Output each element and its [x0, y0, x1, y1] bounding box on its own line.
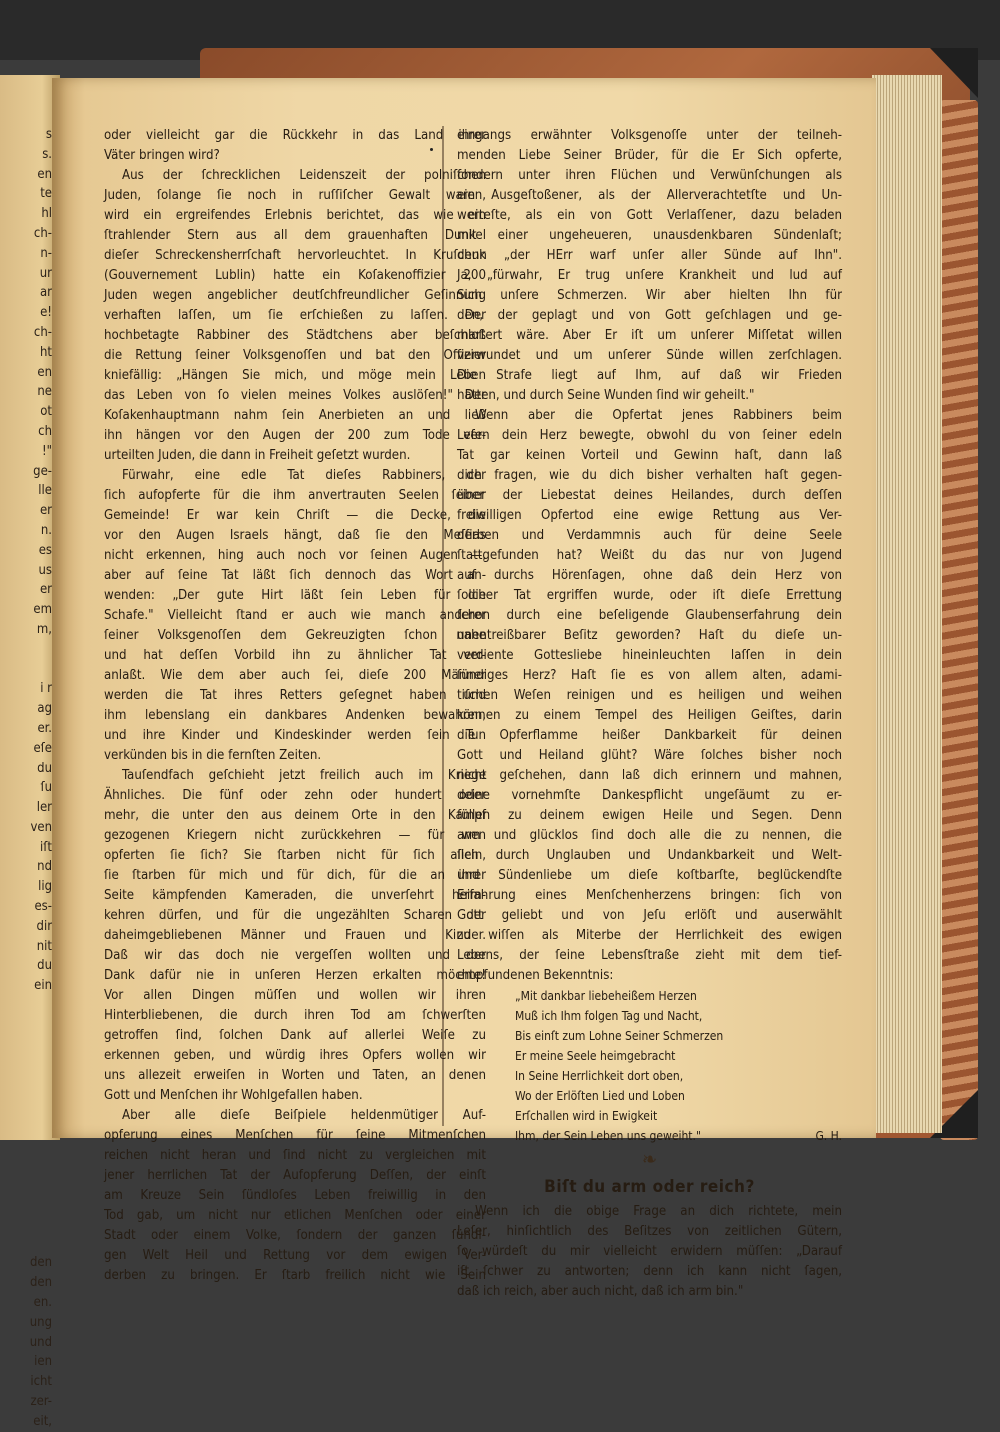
left-page-fragment: us [38, 562, 52, 578]
left-page-text-fragments [2, 125, 52, 1432]
text-line: gezogenen Kriegern nicht zurückkehren — für wen [104, 828, 486, 843]
text-line: Gott geliebt und von Jeſu erlöſt und auserwählt [457, 908, 842, 923]
left-page-fragment: ag [37, 701, 52, 717]
text-line: Hinterbliebenen, die durch ihren Tod am ſchwerſten [104, 1008, 486, 1023]
left-page-fragment: es- [34, 899, 52, 915]
text-line: daheimgebliebenen Männer und Frauen und Kinder. [104, 928, 486, 943]
left-page-fragment: iſt [40, 839, 52, 855]
text-line: mit einer ungeheueren, unausdenkbaren Sündenlaſt; [457, 228, 842, 243]
text-line: getroffen ſind, ſolchen Dank auf allerlei Weiſe zu [104, 1028, 486, 1043]
text-line: derben und Verdammnis auch für deine Seele [457, 528, 842, 543]
text-line: iſt ſchwer zu antworten; denn ich kann nicht ſagen, [457, 1264, 842, 1279]
left-page-fragment: zer- [30, 1394, 52, 1409]
left-page-fragment [2, 1095, 52, 1115]
text-line: Sich unſere Schmerzen. Wir aber hielten Ihn für [457, 288, 842, 303]
text-line: Juden wegen angeblicher deutſchfreundlicher Geſinnung [104, 288, 486, 303]
left-page-fragment: ſu [40, 780, 52, 796]
left-page-fragment: ein [34, 978, 52, 994]
text-line: Tauſendfach geſchieht jetzt freilich auch im Kriege [122, 768, 486, 783]
text-line: derben zu bringen. Er ſtarb freilich nicht wie Sein [104, 1268, 486, 1283]
left-page-fragment [2, 1154, 52, 1174]
text-line: Leſer, hinſichtlich des Beſitzes von zeitlichen Gütern, [457, 1224, 842, 1239]
left-page-fragment: ar [40, 285, 52, 301]
left-page-fragment: lig [38, 879, 52, 895]
text-line: am Kreuze Sein ſündloſes Leben freiwillig in den [104, 1188, 486, 1203]
right-page [52, 78, 876, 1299]
text-line: Ähnliches. Die fünf oder zehn oder hundert oder [104, 788, 486, 803]
text-line: über der Liebestat deines Heilandes, durch deſſen [457, 488, 842, 503]
text-line: ihm lebenslang ein dankbares Andenken bewahren, [104, 708, 486, 723]
left-page-fragment: ch- [33, 225, 52, 241]
text-line: ihn hängen vor den Augen der 200 zum Tode ver- [104, 428, 486, 443]
text-line: Daß wir das doch nie vergeſſen wollten und der [104, 948, 486, 963]
poem-line: Wo der Erlöſten Lied und Loben [515, 1089, 685, 1103]
left-page-fragment: !" [41, 443, 52, 459]
ornament-icon: ❧ [641, 1147, 658, 1171]
left-page-fragment: und [29, 1334, 52, 1350]
left-column [104, 126, 486, 1286]
left-page [0, 75, 60, 1429]
article-body [457, 1202, 842, 1302]
left-page-fragment: ne [37, 384, 52, 400]
text-line: menden Liebe Seiner Brüder, für die Er Sich opferte, [457, 148, 842, 163]
text-line: dich fragen, wie du dich bisher verhalten haſt gegen- [457, 468, 842, 483]
text-line: ſolcher Tat ergriffen wurde, oder iſt dieſe Errettung [457, 588, 842, 603]
left-page-fragment: ler [36, 800, 52, 816]
text-line: und hat deſſen Vorbild ihn zu ähnlicher Tat ver- [104, 648, 486, 663]
book-cover-edge [940, 100, 978, 1140]
text-line: Väter bringen wird? [104, 148, 220, 163]
poem-line: Erſchallen wird in Ewigkeit [515, 1109, 658, 1123]
text-line: den, der geplagt und von Gott geſchlagen und ge- [457, 308, 842, 323]
left-page-fragment: er [39, 503, 52, 519]
text-line: unentreißbarer Beſitz geworden? Haſt du dieſe un- [457, 628, 842, 643]
left-page-fragment: em [33, 602, 52, 618]
left-page-fragment: er. [37, 720, 52, 736]
text-line: denn „der HErr warf unſer aller Sünde auf Ihn". [457, 248, 842, 263]
text-line: nicht erkennen, hing auch noch vor ſeinen Augen —, [104, 548, 486, 563]
text-line: Lebens, der ſeine Lebensſtraße zieht mit dem tief- [457, 948, 842, 963]
text-line: hätten, und durch Seine Wunden ſind wir geheilt." [457, 388, 755, 403]
text-line: verdiente Gottesliebe hineinleuchten laſſen in dein [457, 648, 842, 663]
left-page-fragment: n. [40, 522, 52, 538]
left-page-fragment: dir [36, 918, 52, 934]
text-line: nicht geſchehen, dann laß dich erinnern und mahnen, [457, 768, 842, 783]
left-page-fragment [2, 640, 52, 660]
text-line: Gott und Heiland glüht? Wäre ſolches bisher noch [457, 748, 842, 763]
text-line: Koſakenhauptmann nahm ſein Anerbieten an und ließ [104, 408, 486, 423]
left-page-fragment: ien [34, 1354, 52, 1370]
left-page-fragment: nit [36, 938, 52, 954]
left-page-fragment: lle [38, 483, 52, 499]
text-line: kniefällig: „Hängen Sie mich, und möge mein Leben [104, 368, 486, 383]
text-line: Wenn aber die Opfertat jenes Rabbiners beim [475, 408, 842, 423]
left-page-fragment [2, 660, 52, 680]
text-line: auf durchs Hörenſagen, ohne daß dein Herz von [457, 568, 842, 583]
poem-line: Muß ich Ihm folgen Tag und Nacht, [515, 1009, 703, 1023]
text-line: Ja, „fürwahr, Er trug unſere Krankheit und lud auf [457, 268, 842, 283]
text-line: Tat gar keinen Vorteil und Gewinn haſt, dann laß [457, 448, 842, 463]
text-line: ſich aufopferte für die ihm anvertrauten Seelen ſeiner [104, 488, 486, 503]
text-line: werden die Tat ihres Retters geſegnet haben und [104, 688, 486, 703]
text-line: Aber alle dieſe Beiſpiele heldenmütiger Auf- [122, 1108, 486, 1123]
text-line: uns allezeit erweiſen in Worten und Taten, an denen [104, 1068, 486, 1083]
left-page-fragment: du [37, 760, 52, 776]
text-line: werteſte, als ein von Gott Verlaſſener, dazu beladen [457, 208, 842, 223]
text-line: eingangs erwähnter Volksgenoſſe unter der teilneh- [457, 128, 842, 143]
text-line: ſtrahlender Stern aus all dem grauenhaften Dunkel [104, 228, 486, 243]
text-line: verwundet und um unſerer Sünde willen zerſchlagen. [457, 348, 842, 363]
text-line: kehren dürfen, und für die ungezählten Scharen der [104, 908, 486, 923]
left-page-fragment: ht [40, 344, 52, 360]
left-page-fragment: ung [29, 1314, 52, 1330]
poem [457, 986, 842, 1146]
text-line: mehr, die unter den aus deinem Orte in den Kampf [104, 808, 486, 823]
text-line: anlaßt. Wie dem aber auch ſei, dieſe 200 Männer [104, 668, 486, 683]
left-page-fragment [2, 1016, 52, 1036]
left-page-fragment [2, 1115, 52, 1135]
text-line: ſondern unter ihren Flüchen und Verwünſchungen als [457, 168, 842, 183]
left-page-fragment: ur [39, 265, 52, 281]
poem-line: Er meine Seele heimgebracht [515, 1049, 676, 1063]
left-page-fragment: ch [38, 423, 52, 439]
text-line: opferten ſie ſich? Sie ſtarben nicht für ſich allein, [104, 848, 486, 863]
text-line: jener herrlichen Tat der Aufopferung Deſſen, der einſt [104, 1168, 486, 1183]
text-line: ſchon durch eine beſeligende Glaubenserfahrung dein [457, 608, 842, 623]
text-line: das Leben von ſo vielen meines Volkes auslöſen!" Der [104, 388, 486, 403]
text-line: deine vornehmſte Dankespflicht ungeſäumt zu er- [457, 788, 842, 803]
page-edges [872, 75, 942, 1133]
left-page-fragment [2, 1036, 52, 1056]
left-page-fragment: m, [36, 621, 52, 637]
poem-line: „Mit dankbar liebeheißem Herzen [515, 989, 697, 1003]
text-line: wenden: „Der gute Hirt läßt ſein Leben für die [104, 588, 486, 603]
text-line: reichen nicht heran und ſind nicht zu vergleichen mit [104, 1148, 486, 1163]
text-line: erkennen geben, und würdig ihres Opfers wollen wir [104, 1048, 486, 1063]
left-page-fragment: er [39, 582, 52, 598]
text-line: freiwilligen Opfertod eine ewige Rettung aus Ver- [457, 508, 842, 523]
text-line: oder vielleicht gar die Rückkehr in das Land ihrer [104, 128, 486, 143]
left-page-fragment: te [40, 186, 52, 202]
left-page-fragment: ge- [33, 463, 52, 479]
text-line: martert wäre. Aber Er iſt um unſerer Miſſetat willen [457, 328, 842, 343]
text-line: aber auf ſeine Tat läßt ſich dennoch das Wort an- [104, 568, 486, 583]
left-page-fragment [2, 1135, 52, 1155]
left-page-fragment: en. [33, 1295, 52, 1311]
text-line: Aus der ſchrecklichen Leidenszeit der polniſchen [122, 168, 486, 183]
left-page-fragment: e! [40, 305, 52, 321]
text-line: Dank dafür nie in unſeren Herzen erkalten möchte! [104, 968, 486, 983]
text-line: wird ein ergreifendes Erlebnis berichtet, das wie ein [104, 208, 486, 223]
text-line: dieſer Schreckensherrſchaft hervorleuchtet. In Kruſchuk [104, 248, 486, 263]
left-page-fragment: eit, [33, 1413, 52, 1429]
poem-line: In Seine Herrlichkeit dort oben, [515, 1069, 684, 1083]
left-page-fragment: den [29, 1275, 52, 1291]
left-page-fragment [2, 1055, 52, 1075]
right-column-text [457, 126, 842, 986]
left-page-fragment: ch- [33, 324, 52, 340]
left-page-fragment: den [29, 1255, 52, 1271]
left-page-fragment: icht [30, 1374, 52, 1390]
text-line: Fürwahr, eine edle Tat dieſes Rabbiners, der [122, 468, 486, 483]
left-page-fragment [2, 1194, 52, 1214]
text-line: und ihre Kinder und Kindeskinder werden ſein Tun [104, 728, 486, 743]
text-line: Die Strafe liegt auf Ihm, auf daß wir Frieden [457, 368, 842, 383]
text-line: Gott und Menſchen ihr Wohlgefallen haben. [104, 1088, 363, 1103]
text-line: Schafe." Vielleicht ſtand er auch wie manch anderer [104, 608, 486, 623]
text-line: zu wiſſen als Miterbe der Herrlichkeit des ewigen [457, 928, 842, 943]
text-line: hochbetagte Rabbiner des Städtchens aber beſchloß [104, 328, 486, 343]
left-page-fragment: i r [40, 681, 52, 697]
text-line: (Gouvernement Lublin) hatte ein Koſakenoffizier 200 [104, 268, 486, 283]
text-line: und Sündenliebe um dieſe koſtbarſte, beglückendſte [457, 868, 842, 883]
text-line: können zu einem Tempel des Heiligen Geiſtes, darin [457, 708, 842, 723]
text-line: opferung eines Menſchen für ſeine Mitmenſchen [104, 1128, 486, 1143]
text-line: ſeiner Volksgenoſſen dem Gekreuzigten ſchon nahe [104, 628, 486, 643]
left-page-fragment: nd [37, 859, 52, 875]
text-line: die Rettung ſeiner Volksgenoſſen und bat den Offizier [104, 348, 486, 363]
text-line: Seite kämpfenden Kameraden, die unverſehrt heim- [104, 888, 486, 903]
text-line: Leſen dein Herz bewegte, obwohl du von ſeiner edeln [457, 428, 842, 443]
left-page-fragment: ven [30, 819, 52, 835]
text-line: Juden, ſolange ſie noch in ruſſiſcher Gewalt waren, [104, 188, 486, 203]
text-line: Stadt oder einem Volke, ſondern der ganzen ſündi- [104, 1228, 486, 1243]
text-line: ein Ausgeſtoßener, als der Allerverachtetſte und Un- [457, 188, 842, 203]
left-page-fragment: s. [42, 146, 52, 162]
text-line: Vor allen Dingen müſſen und wollen wir ihren [104, 988, 486, 1003]
text-line: Erfahrung eines Menſchenherzens bringen: ſich von [457, 888, 842, 903]
text-line: ſie ſtarben für mich und für dich, für die an ihrer [104, 868, 486, 883]
text-line: ſich durch Unglauben und Undankbarkeit und Welt- [457, 848, 842, 863]
poem-signature: G. H. [815, 1129, 842, 1143]
text-line: empfundenen Bekenntnis: [457, 968, 614, 983]
left-page-fragment [2, 996, 52, 1016]
text-line: Tod gab, um nicht nur etlichen Menſchen oder einer [104, 1208, 486, 1223]
text-line: urteilten Juden, die dann in Freiheit geſetzt wurden. [104, 448, 411, 463]
left-page-fragment [2, 1075, 52, 1095]
text-line: ſtattgefunden hat? Weißt du das nur von Jugend [457, 548, 842, 563]
left-page-fragment [2, 1174, 52, 1194]
left-page-fragment: en [37, 364, 52, 380]
text-line: ſündiges Herz? Haſt ſie es von allem alten, adami- [457, 668, 842, 683]
left-page-fragment: du [37, 958, 52, 974]
right-column [457, 126, 842, 1302]
text-line: gen Welt Heil und Rettung vor dem ewigen Ver- [104, 1248, 486, 1263]
left-page-fragment [2, 1234, 52, 1254]
text-line: verhaften laſſen, um ſie erſchießen zu laſſen. Der [104, 308, 486, 323]
left-page-fragment: ot [40, 404, 52, 420]
text-line: die Opferflamme heißer Dankbarkeit für deinen [457, 728, 842, 743]
text-line: arm und glücklos ſind doch alle die zu nennen, die [457, 828, 842, 843]
poem-line: Bis einſt zum Lohne Seiner Schmerzen [515, 1029, 724, 1043]
text-line: füllen zu deinem ewigen Heile und Segen. Denn [457, 808, 842, 823]
left-page-fragment: eſe [33, 740, 52, 756]
text-line: Gemeinde! Er war kein Chriſt — die Decke, die [104, 508, 486, 523]
left-page-fragment: en [37, 166, 52, 182]
article-heading: Biſt du arm oder reich? [544, 1177, 755, 1197]
left-page-fragment: hl [41, 206, 52, 222]
text-line: Wenn ich die obige Frage an dich richtete, mein [475, 1204, 842, 1219]
left-page-fragment: n- [40, 245, 52, 261]
left-page-fragment [2, 1214, 52, 1234]
left-page-fragment: s [45, 127, 52, 142]
text-line: tiſchen Weſen reinigen und es heiligen und weihen [457, 688, 842, 703]
text-line: vor den Augen Israels hängt, daß ſie den Meſſias [104, 528, 486, 543]
poem-line: Ihm, der Sein Leben uns geweiht." G. H. [457, 1126, 842, 1146]
text-line: ſo würdeſt du mir vielleicht erwidern müſſen: „Darauf [457, 1244, 842, 1259]
text-line: daß ich reich, aber auch nicht, daß ich arm bin." [457, 1284, 744, 1299]
left-page-fragment: es [38, 542, 52, 558]
text-line: verkünden bis in die fernſten Zeiten. [104, 748, 322, 763]
